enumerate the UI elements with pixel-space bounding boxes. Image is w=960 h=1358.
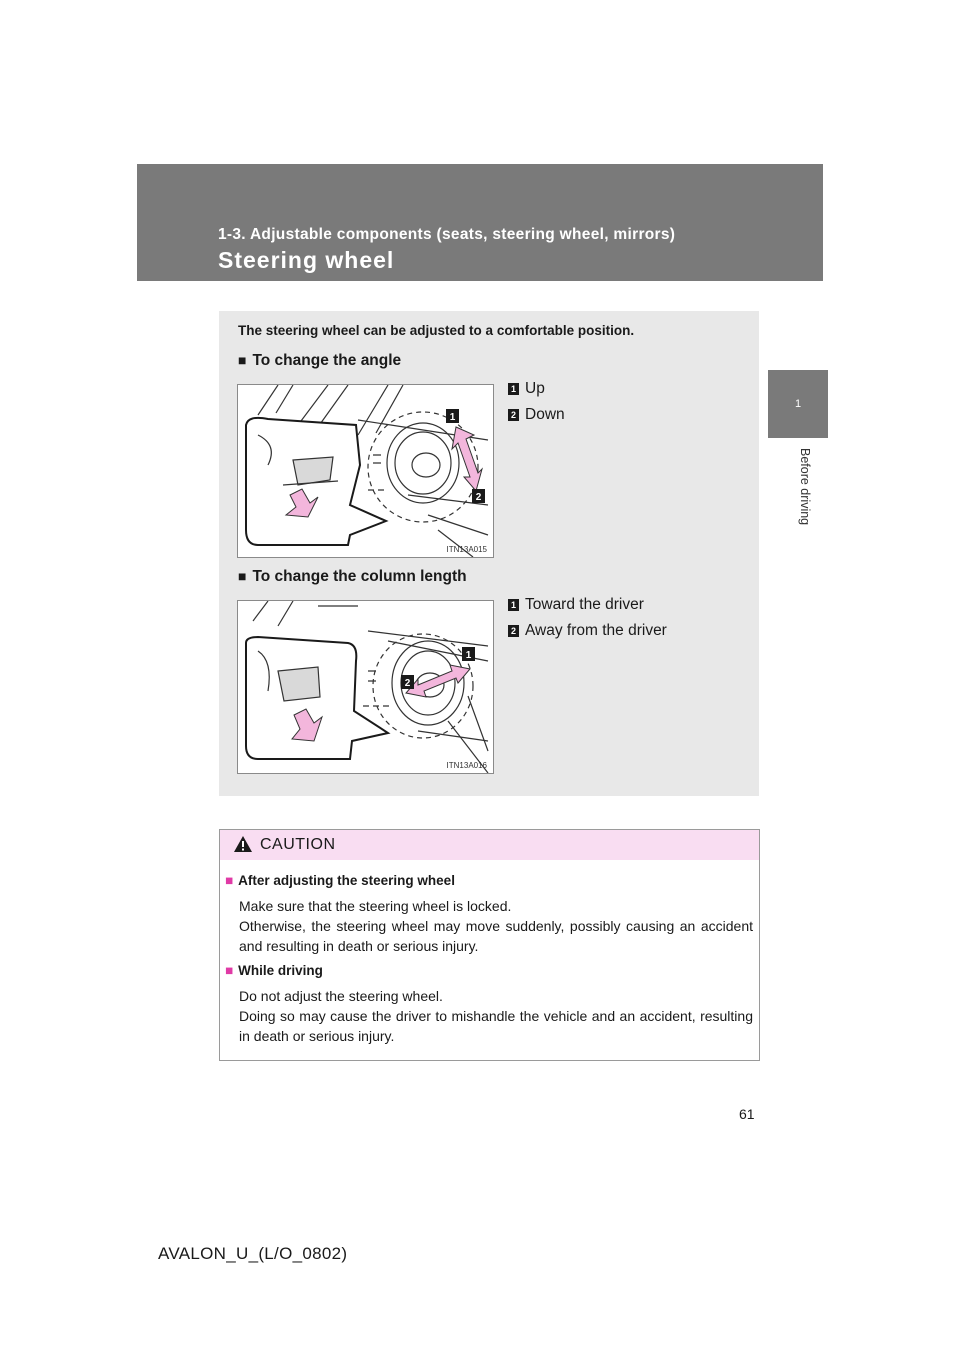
figure-code: ITN13A015 bbox=[446, 545, 487, 554]
section-heading-angle bbox=[238, 352, 401, 370]
legend-text: Up bbox=[525, 380, 545, 397]
legend-item bbox=[508, 380, 545, 398]
caution-line: Doing so may cause the driver to mishandle the vehicle and an accident, resulting in death or serious injury. bbox=[239, 1008, 753, 1044]
number-badge: 2 bbox=[508, 409, 519, 421]
chapter-label: Before driving bbox=[798, 448, 812, 526]
legend-item bbox=[508, 406, 565, 424]
chapter-number: 1 bbox=[794, 398, 802, 410]
legend-text: Away from the driver bbox=[525, 622, 667, 639]
section-label: 1-3. Adjustable components (seats, steering wheel, mirrors) bbox=[218, 226, 676, 243]
number-badge: 2 bbox=[508, 625, 519, 637]
caution-heading bbox=[225, 963, 323, 978]
svg-text:2: 2 bbox=[404, 678, 411, 689]
caution-heading-text: After adjusting the steering wheel bbox=[238, 873, 455, 888]
caution-line: Do not adjust the steering wheel. bbox=[239, 988, 443, 1004]
footer-code: AVALON_U_(L/O_0802) bbox=[158, 1244, 348, 1263]
section-heading-text: To change the column length bbox=[252, 568, 467, 585]
number-badge: 1 bbox=[508, 599, 519, 611]
figure-code: ITN13A016 bbox=[446, 761, 487, 770]
chapter-tab bbox=[768, 370, 828, 438]
figure-length-adjust bbox=[237, 600, 494, 774]
svg-text:1: 1 bbox=[465, 650, 472, 661]
caution-heading bbox=[225, 873, 455, 888]
square-marker-icon: ■ bbox=[225, 873, 234, 888]
page-number: 61 bbox=[739, 1106, 755, 1122]
section-heading-length bbox=[238, 568, 467, 586]
legend-item bbox=[508, 596, 644, 614]
caution-title: CAUTION bbox=[260, 836, 336, 853]
legend-text: Toward the driver bbox=[525, 596, 644, 613]
caution-heading-text: While driving bbox=[238, 963, 323, 978]
figure-angle-adjust bbox=[237, 384, 494, 558]
section-heading-text: To change the angle bbox=[252, 352, 402, 369]
svg-text:1: 1 bbox=[449, 412, 456, 423]
square-marker-icon: ■ bbox=[238, 352, 247, 368]
caution-line: Otherwise, the steering wheel may move suddenly, possibly causing an accident and resulting in death or serious injury. bbox=[239, 918, 753, 954]
caution-line: Make sure that the steering wheel is locked. bbox=[239, 898, 512, 914]
legend-item bbox=[508, 622, 667, 640]
warning-icon bbox=[233, 835, 253, 853]
number-badge: 1 bbox=[508, 383, 519, 395]
svg-text:2: 2 bbox=[475, 492, 482, 503]
square-marker-icon: ■ bbox=[238, 568, 247, 584]
caution-body bbox=[239, 896, 753, 956]
square-marker-icon: ■ bbox=[225, 963, 234, 978]
caution-body bbox=[239, 986, 753, 1046]
intro-text: The steering wheel can be adjusted to a comfortable position. bbox=[238, 323, 635, 338]
page-title: Steering wheel bbox=[218, 247, 395, 273]
legend-text: Down bbox=[525, 406, 565, 423]
